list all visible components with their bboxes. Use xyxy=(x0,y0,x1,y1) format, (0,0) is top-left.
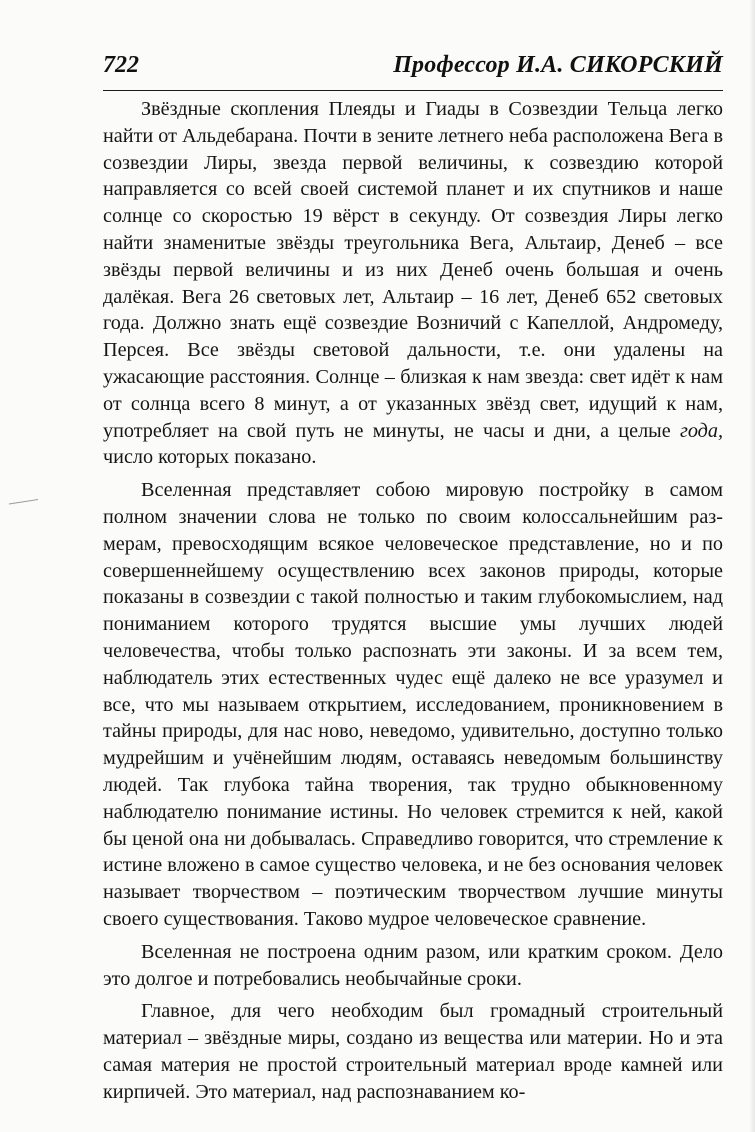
paragraph-4: Главное, для чего необходим был громадный строительный материал – звёздные миры, создано из вещества или материи. Но и эта самая материя не простой строительный материал вроде камней или кирпичей. Это материал, над распознаванием ко- xyxy=(103,1000,723,1103)
page-edge-shadow xyxy=(749,0,755,1132)
paragraph-2: Вселенная представляет собою мировую постройку в самом полном значении слова не только по своим колоссальнейшим размерам, превосходящим всякое человеческое представление, но и по совершеннейшему осуществлению всех законов природы, которые показаны в созвездии с такой полностью и таким глубокомыслием, над пониманием которого трудятся высшие умы лучших людей человечества, чтобы только распознать эти законы. И за всем тем, наблюдатель этих естественных чудес ещё далеко не все уразумел и все, что мы называем открытием, исследованием, проникновением в тайны природы, для нас ново, неведомо, удивительно, доступно только мудрейшим и учёнейшим людям, оставаясь неведомым большинству людей. Так глубока тайна творения, так трудно обыкновенному наблюдателю понимание истины. Но человек стремится к ней, какой бы ценой она ни добывалась. Справедливо говорится, что стремление к истине вложено в самое существо человека, и не без основания человек называет творчеством – поэтическим творчеством лучшие минуты своего существования. Таково мудрое человеческое сравнение. xyxy=(103,479,723,930)
paragraph-3: Вселенная не построена одним разом, или кратким сроком. Дело это долгое и потребовались необычайные сроки. xyxy=(103,940,723,990)
margin-pencil-mark xyxy=(8,498,40,506)
paragraph-1-ending: число которых показано. xyxy=(103,446,317,469)
paragraph-1 xyxy=(103,96,723,471)
running-title: Профессор И.А. СИКОРСКИЙ xyxy=(393,52,723,78)
running-header xyxy=(103,50,723,91)
paragraph-1-emphasis: года, xyxy=(679,419,723,442)
page-number: 722 xyxy=(103,52,139,78)
paragraph-1-text: Звёздные скопления Плеяды и Гиады в Созвездии Тельца легко найти от Альдебарана. Почти в зените летнего неба расположена Вега в созвездии Лиры, звезда первой величины, к созвездию которой направляется со всей своей системой планет и их спутников и наше солнце со скоростью 19 вёрст в секунду. От созвездия Лиры легко найти знаменитые звёзды треугольника Вега, Альтаир, Денеб – все звёзды первой величины и из них Денеб очень большая и очень далёкая. Вега 26 световых лет, Альтаир – 16 лет, Денеб 652 световых года. Должно знать ещё созвездие Возничий с Капеллой, Андромеду, Персея. Все звёзды световой дальности, т.е. они удалены на ужасающие расстояния. Солнце – близкая к нам звезда: свет идёт к нам от солнца всего 8 минут, а от указанных звёзд свет, идущий к нам, употребляет на свой путь не минуты, не часы и дни, а целые xyxy=(103,98,723,442)
body-text xyxy=(103,96,723,1105)
